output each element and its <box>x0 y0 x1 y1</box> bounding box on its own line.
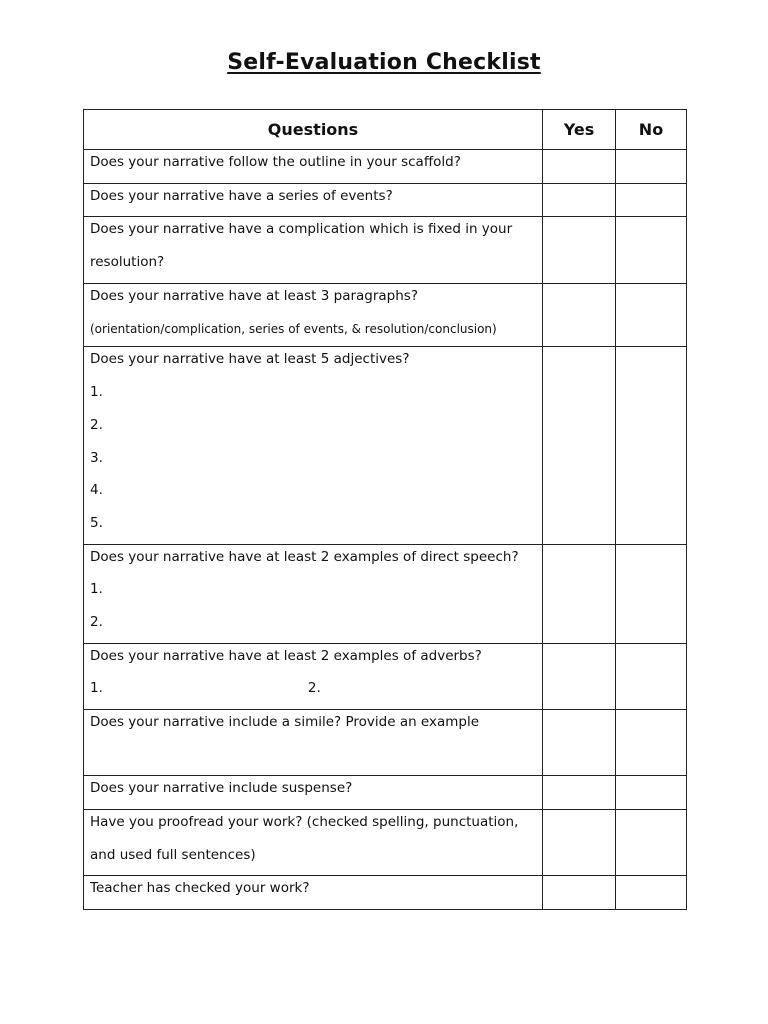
yes-checkbox-cell[interactable] <box>543 283 616 347</box>
question-text: Does your narrative include a simile? Provide an example <box>90 714 480 730</box>
yes-checkbox-cell[interactable] <box>543 183 616 217</box>
title-text: Self-Evaluation Checklist <box>227 50 541 75</box>
no-checkbox-cell[interactable] <box>616 283 687 347</box>
table-row <box>84 710 687 776</box>
yes-checkbox-cell[interactable] <box>543 544 616 643</box>
no-checkbox-cell[interactable] <box>616 150 687 184</box>
question-text: Does your narrative include suspense? <box>90 780 353 797</box>
question-text: Does your narrative follow the outline in your scaffold? <box>90 154 461 170</box>
question-text: Have you proofread your work? (checked spelling, punctuation, <box>90 814 519 831</box>
answer-line[interactable] <box>90 743 536 776</box>
yes-checkbox-cell[interactable] <box>543 710 616 776</box>
table-row <box>84 544 687 643</box>
question-cell <box>84 544 543 643</box>
yes-checkbox-cell[interactable] <box>543 150 616 184</box>
yes-checkbox-cell[interactable] <box>543 810 616 876</box>
question-cell <box>84 217 543 283</box>
question-text-continued: resolution? <box>90 254 165 271</box>
question-text: Does your narrative have at least 5 adjectives? <box>90 351 410 368</box>
answer-line[interactable]: 3. <box>90 449 103 466</box>
table-row <box>84 217 687 283</box>
table-row <box>84 347 687 544</box>
yes-checkbox-cell[interactable] <box>543 217 616 283</box>
question-cell <box>84 710 543 776</box>
yes-checkbox-cell[interactable] <box>543 643 616 709</box>
table-row <box>84 810 687 876</box>
yes-header: Yes <box>543 110 616 150</box>
answer-line[interactable]: 1. <box>90 581 103 598</box>
table-row <box>84 776 687 810</box>
questions-header: Questions <box>84 110 543 150</box>
answer-number: 1. <box>90 680 103 697</box>
table-row <box>84 183 687 217</box>
question-cell <box>84 776 543 810</box>
yes-checkbox-cell[interactable] <box>543 347 616 544</box>
question-cell <box>84 347 543 544</box>
answer-line[interactable]: 2. <box>90 613 103 630</box>
checklist-table <box>83 109 687 910</box>
question-text: Does your narrative have a series of events? <box>90 187 393 204</box>
no-checkbox-cell[interactable] <box>616 776 687 810</box>
question-cell <box>84 150 543 184</box>
answer-line[interactable]: 4. <box>90 482 103 499</box>
no-checkbox-cell[interactable] <box>616 347 687 544</box>
no-header: No <box>616 110 687 150</box>
table-row <box>84 283 687 347</box>
question-text: Does your narrative have at least 2 examples of adverbs? <box>90 647 482 664</box>
question-cell <box>84 876 543 910</box>
question-text: Does your narrative have a complication which is fixed in your <box>90 221 513 238</box>
table-row <box>84 876 687 910</box>
question-cell <box>84 183 543 217</box>
no-checkbox-cell[interactable] <box>616 643 687 709</box>
question-text: Teacher has checked your work? <box>90 880 310 897</box>
answer-line[interactable]: 1. <box>90 384 103 401</box>
question-text-continued: and used full sentences) <box>90 846 256 863</box>
question-text: Does your narrative have at least 3 paragraphs? <box>90 287 419 304</box>
no-checkbox-cell[interactable] <box>616 544 687 643</box>
no-checkbox-cell[interactable] <box>616 710 687 776</box>
answer-line[interactable] <box>90 676 536 709</box>
answer-line[interactable]: 5. <box>90 514 103 531</box>
table-row <box>84 150 687 184</box>
table-row <box>84 643 687 709</box>
page-title <box>0 48 768 78</box>
question-note: (orientation/complication, series of events, & resolution/conclusion) <box>90 322 497 337</box>
question-cell <box>84 283 543 347</box>
header-row <box>84 110 687 150</box>
question-cell <box>84 810 543 876</box>
yes-checkbox-cell[interactable] <box>543 876 616 910</box>
no-checkbox-cell[interactable] <box>616 810 687 876</box>
yes-checkbox-cell[interactable] <box>543 776 616 810</box>
no-checkbox-cell[interactable] <box>616 876 687 910</box>
question-cell <box>84 643 543 709</box>
no-checkbox-cell[interactable] <box>616 217 687 283</box>
answer-number: 2. <box>307 680 321 697</box>
answer-line[interactable]: 2. <box>90 416 103 433</box>
no-checkbox-cell[interactable] <box>616 183 687 217</box>
question-text: Does your narrative have at least 2 examples of direct speech? <box>90 548 519 565</box>
